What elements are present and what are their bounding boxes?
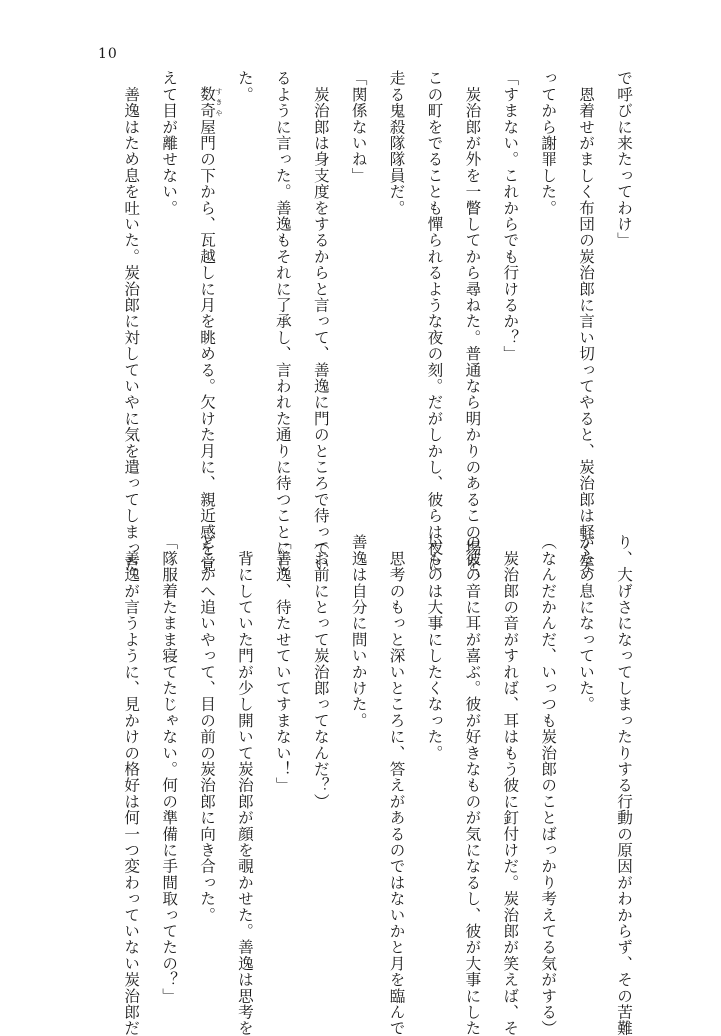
- text-line: 「善逸、待たせていてすまない！」: [273, 534, 292, 794]
- text-line: で呼びに来たってわけ」: [615, 70, 633, 249]
- text-line: 炭治郎は身支度をするからと言って、善逸に門のところで待ってい: [311, 70, 330, 573]
- text-line: た。: [235, 70, 254, 103]
- text-line: がため息になっていた。: [577, 534, 596, 713]
- text-line-rest: 屋門の下から、瓦越しに月を眺める。欠けた月に、親近感を覚: [198, 118, 217, 573]
- text-line: 背にしていた門が少し開いて炭治郎が顔を覗かせた。善逸は思考を: [235, 534, 254, 1036]
- text-line: 走る鬼殺隊隊員だ。: [387, 70, 406, 216]
- text-line: いものは大事にしたくなった。: [425, 534, 444, 761]
- text-line: 善逸はため息を吐いた。炭治郎に対していやに気を遣ってしまった: [122, 70, 141, 573]
- text-line: ってから謝罪した。: [539, 70, 558, 216]
- text-line: るように言った。善逸もそれに了承し、言われた通りに待つことにし: [273, 70, 292, 573]
- text-line: 思考のもっと深いところに、答えがあるのではないかと月を臨んで: [387, 534, 406, 1036]
- text-line: 恩着せがましく布団の炭治郎に言い切ってやると、炭治郎は軽く笑: [577, 70, 596, 573]
- text-line: 善逸が言うように、見かけの格好は何一つ変わっていない炭治郎だ: [122, 534, 141, 1036]
- text-line: この町をでることも憚られるような夜の刻。だがしかし、彼らは夜に: [425, 70, 444, 573]
- text-line: 「すまない。これからでも行けるか？」: [501, 70, 520, 362]
- text-block-bottom: [110, 534, 642, 1036]
- text-line: （なんだかんだ、いっつも炭治郎のことばっかり考えてる気がする）: [539, 534, 558, 1036]
- text-line: 炭治郎が外を一瞥してから尋ねた。普通なら明かりのあるこの場を、: [463, 70, 482, 589]
- text-line: の彼の音に耳が喜ぶ。彼が好きなものが気になるし、彼が大事にした: [463, 534, 482, 1036]
- text-line: 「関係ないね」: [349, 70, 368, 184]
- text-line: （お前にとって炭治郎ってなんだ？）: [311, 534, 330, 810]
- text-line: 炭治郎の音がすれば、耳はもう彼に釘付けだ。炭治郎が笑えば、そ: [501, 534, 520, 1036]
- text-line: えて目が離せない。: [160, 70, 179, 216]
- ruby-word: [198, 86, 224, 119]
- ruby-base: 数奇: [198, 86, 217, 119]
- text-line: り、大げさになってしまったりする行動の原因がわからず、その苦難: [615, 534, 633, 1036]
- page-number: 10: [98, 46, 118, 62]
- text-line-with-ruby: [187, 70, 225, 573]
- text-line: 善逸は自分に問いかけた。: [349, 534, 368, 729]
- ruby-reading: すきや: [215, 86, 224, 119]
- text-block-top: [110, 70, 642, 589]
- text-line: どこかへ追いやって、目の前の炭治郎に向き合った。: [198, 534, 217, 923]
- text-line: 「隊服着たまま寝てたじゃない。何の準備に手間取ってたの？」: [160, 534, 179, 1004]
